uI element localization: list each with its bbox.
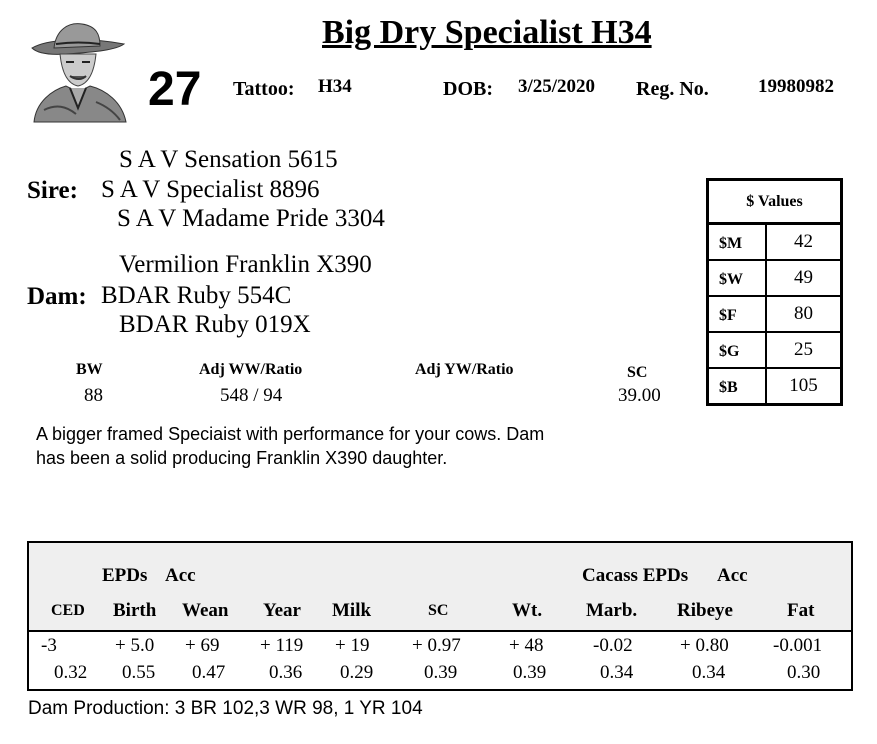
sire-sire: S A V Sensation 5615	[119, 146, 338, 173]
epd-col-header: Fat	[787, 600, 815, 621]
dollar-value-number: 80	[794, 303, 813, 324]
epd-value: + 19	[335, 635, 370, 656]
dollar-value-row	[709, 333, 840, 369]
reg-label: Reg. No.	[636, 78, 709, 100]
epd-value: + 119	[260, 635, 304, 656]
dollar-value-number: 25	[794, 339, 813, 360]
dollar-value-row	[709, 369, 840, 405]
epd-value: -0.001	[773, 635, 823, 656]
epd-group-acc: Acc	[165, 565, 196, 586]
dollar-value-row	[709, 225, 840, 261]
dob-value: 3/25/2020	[518, 76, 596, 97]
dollar-value-key: $G	[719, 343, 740, 360]
carcass-group-label: Cacass EPDs	[582, 565, 689, 586]
dollar-value-key: $B	[719, 379, 738, 396]
bw-label: BW	[76, 361, 103, 378]
epd-accuracy: 0.36	[269, 662, 303, 683]
yw-label: Adj YW/Ratio	[415, 361, 514, 378]
epd-value: -3	[41, 635, 57, 656]
epd-value: + 0.80	[680, 635, 729, 656]
dollar-value-number: 49	[794, 267, 813, 288]
epd-group-label: EPDs	[102, 565, 148, 586]
dam-dam: BDAR Ruby 019X	[119, 311, 311, 338]
epd-accuracy: 0.32	[54, 662, 88, 683]
epd-accuracy: 0.29	[340, 662, 374, 683]
dollar-values-title: $ Values	[709, 181, 840, 225]
epd-accuracy: 0.30	[787, 662, 821, 683]
tattoo-value: H34	[318, 76, 352, 97]
sc-value: 39.00	[618, 385, 661, 406]
ww-value: 548 / 94	[220, 385, 283, 406]
bw-value: 88	[84, 385, 103, 406]
epd-value: + 5.0	[115, 635, 155, 656]
epd-col-header: Birth	[113, 600, 157, 621]
epd-col-header: Ribeye	[677, 600, 733, 621]
dollar-value-row	[709, 297, 840, 333]
sire-label: Sire:	[27, 177, 78, 204]
dam-name: BDAR Ruby 554C	[101, 282, 292, 309]
epd-col-header: Milk	[332, 600, 372, 621]
epd-col-header: Marb.	[586, 600, 638, 621]
epd-value: + 0.97	[412, 635, 461, 656]
cowboy-logo	[26, 18, 132, 126]
dollar-value-key: $F	[719, 307, 737, 324]
epd-col-header: Wt.	[512, 600, 543, 621]
dam-sire: Vermilion Franklin X390	[119, 251, 372, 278]
lot-title: Big Dry Specialist H34	[322, 14, 652, 51]
lot-description: A bigger framed Speciaist with performance for your cows. Dam has been a solid producing Franklin X390 daughter.	[36, 424, 545, 468]
epd-col-header: SC	[428, 602, 449, 619]
epd-accuracy: 0.47	[192, 662, 226, 683]
dollar-value-number: 105	[789, 375, 818, 396]
epd-accuracy: 0.34	[600, 662, 634, 683]
sire-dam: S A V Madame Pride 3304	[117, 205, 385, 232]
dam-label: Dam:	[27, 283, 87, 310]
dam-production: Dam Production: 3 BR 102,3 WR 98, 1 YR 104	[28, 698, 423, 719]
ww-label: Adj WW/Ratio	[199, 361, 303, 378]
epd-col-header: CED	[51, 602, 85, 619]
reg-value: 19980982	[758, 76, 834, 97]
sc-label: SC	[627, 364, 648, 381]
epd-value: + 48	[509, 635, 544, 656]
epd-accuracy: 0.34	[692, 662, 726, 683]
epd-col-header: Wean	[182, 600, 229, 621]
dob-label: DOB:	[443, 78, 493, 100]
epd-accuracy: 0.55	[122, 662, 156, 683]
lot-number: 27	[148, 63, 202, 116]
epd-value: + 69	[185, 635, 220, 656]
dollar-values-table	[706, 178, 843, 406]
dollar-value-key: $W	[719, 271, 743, 288]
epd-accuracy: 0.39	[513, 662, 547, 683]
tattoo-label: Tattoo:	[233, 78, 295, 100]
carcass-group-acc: Acc	[717, 565, 748, 586]
epd-value: -0.02	[593, 635, 633, 656]
epd-accuracy: 0.39	[424, 662, 458, 683]
epd-table	[27, 541, 853, 691]
dollar-value-key: $M	[719, 235, 743, 252]
sire-name: S A V Specialist 8896	[101, 176, 320, 203]
dollar-value-row	[709, 261, 840, 297]
dollar-value-number: 42	[794, 231, 813, 252]
epd-col-header: Year	[263, 600, 301, 621]
